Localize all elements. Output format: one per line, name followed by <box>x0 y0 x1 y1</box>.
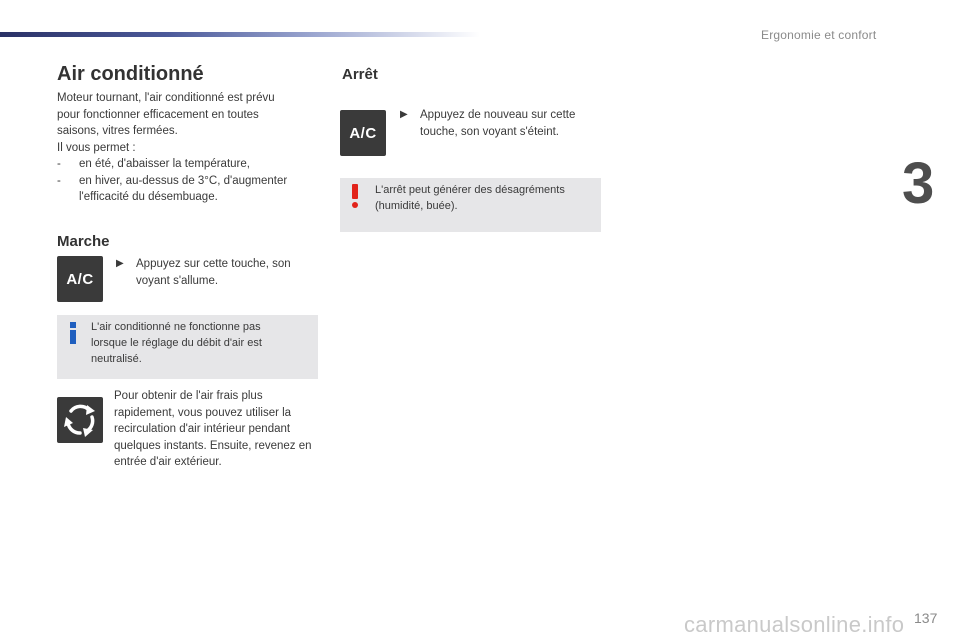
list-item: - en hiver, au-dessus de 3°C, d'augmenter l'efficacité du désembuage. <box>57 173 312 206</box>
arret-instruction: ▶ Appuyez de nouveau sur cette touche, son voyant s'éteint. <box>400 109 576 138</box>
warning-note <box>340 178 601 232</box>
intro-text <box>57 90 312 206</box>
intro-line: saisons, vitres fermées. <box>57 125 178 137</box>
intro-line: pour fonctionner efficacement en toutes <box>57 108 259 121</box>
benefits-list <box>57 156 312 206</box>
header-gradient-bar <box>0 32 480 37</box>
info-icon <box>68 322 78 344</box>
page-number: 137 <box>914 610 938 626</box>
marche-heading: Marche <box>57 233 110 250</box>
arret-heading: Arrêt <box>342 66 378 83</box>
intro-line: Il vous permet : <box>57 141 136 154</box>
watermark: carmanualsonline.info <box>684 612 905 637</box>
arrow-bullet-icon: ▶ <box>400 109 408 120</box>
ac-button-icon: A/C <box>340 110 386 156</box>
marche-instruction: ▶ Appuyez sur cette touche, son voyant s'allume. <box>116 258 291 287</box>
info-note-text: L'air conditionné ne fonctionne pas lorsque le réglage du débit d'air est neutralisé. <box>91 321 262 365</box>
warning-note-text: L'arrêt peut générer des désagréments (humidité, buée). <box>375 184 565 212</box>
info-note <box>57 315 318 379</box>
list-item: - en été, d'abaisser la température, <box>57 156 312 173</box>
page-title: Air conditionné <box>57 63 204 85</box>
section-title: Ergonomie et confort <box>761 28 877 42</box>
ac-button-icon: A/C <box>57 256 103 302</box>
recirculation-icon <box>57 397 103 443</box>
warning-icon <box>350 184 360 208</box>
chapter-number: 3 <box>902 151 935 216</box>
intro-line: Moteur tournant, l'air conditionné est prévu <box>57 92 275 104</box>
arrow-bullet-icon: ▶ <box>116 258 124 269</box>
recirculation-text: Pour obtenir de l'air frais plus rapidement, vous pouvez utiliser la recirculation d'air intérieur pendant quelques instants. Ensuite, revenez en entrée d'air extérieur. <box>114 390 312 468</box>
